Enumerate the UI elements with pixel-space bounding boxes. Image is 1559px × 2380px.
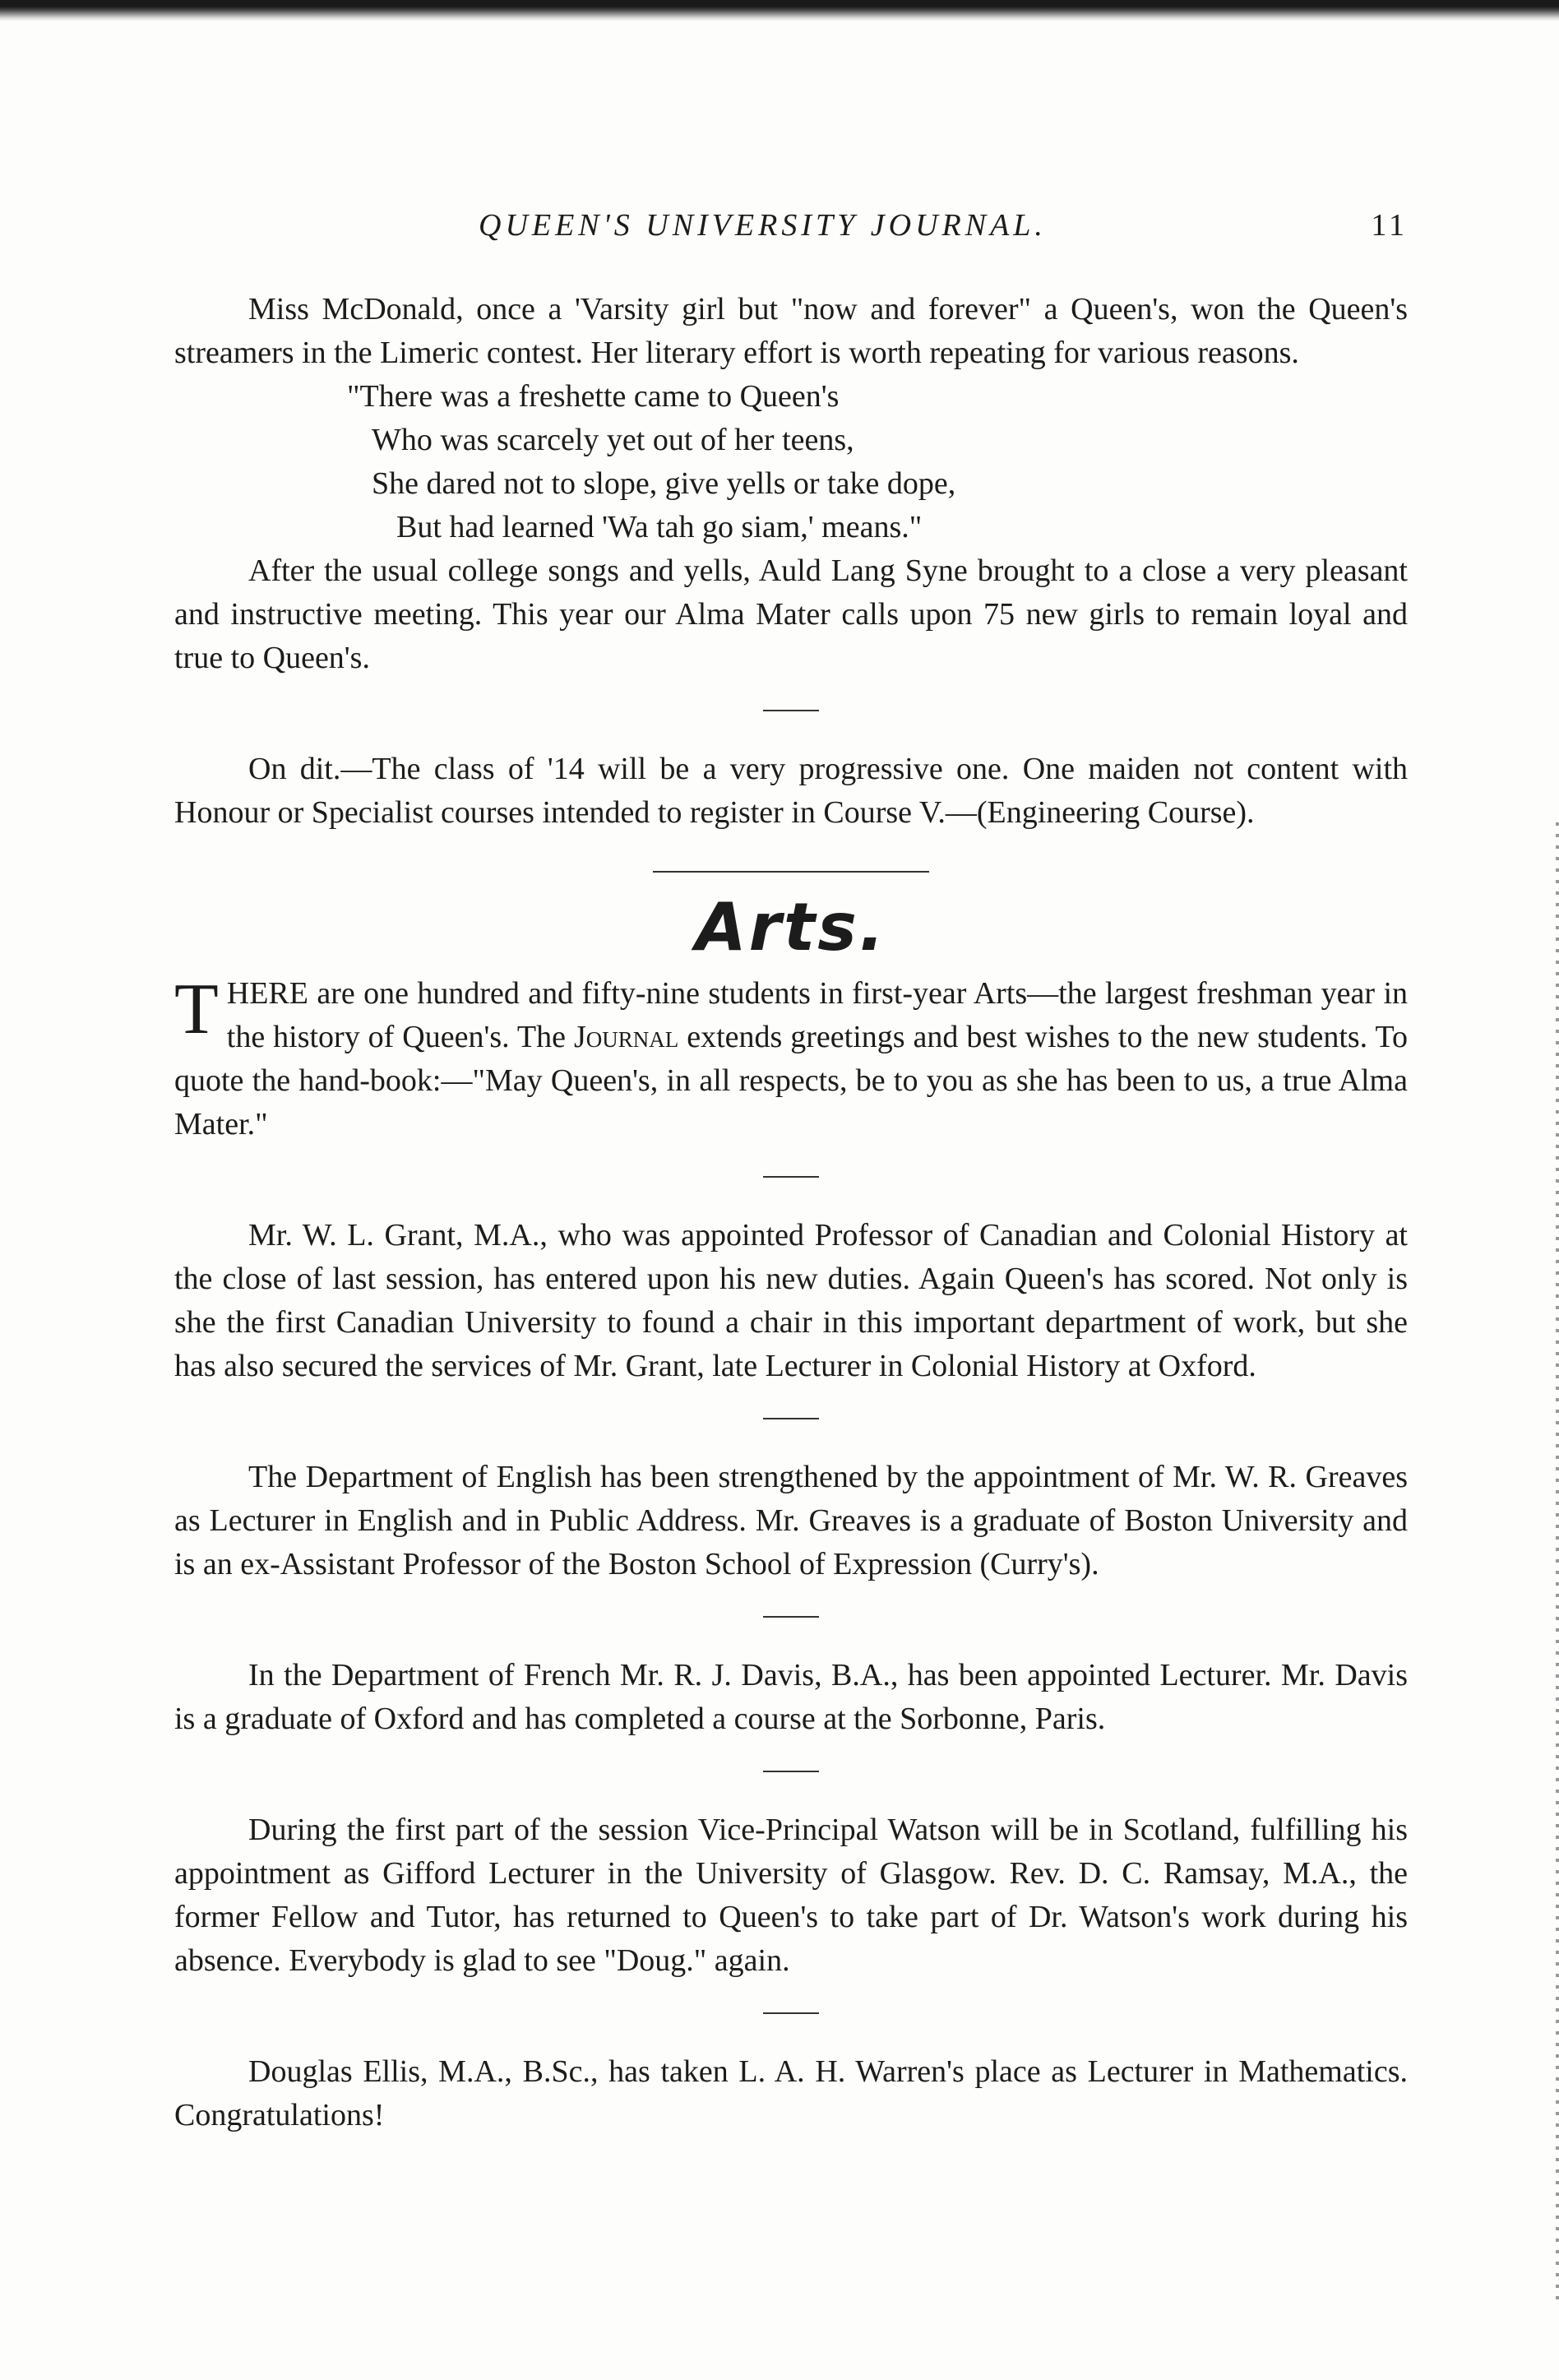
paragraph-ellis: Douglas Ellis, M.A., B.Sc., has taken L. A. H. Warren's place as Lecturer in Mathematics. Congratulations! bbox=[174, 2054, 1408, 2132]
divider bbox=[763, 1616, 819, 1618]
drop-cap-letter: T bbox=[174, 970, 219, 1049]
divider bbox=[763, 1176, 819, 1178]
divider bbox=[763, 1418, 819, 1419]
section-heading-arts: Arts. bbox=[695, 889, 887, 965]
intro-smallcaps: HERE bbox=[226, 976, 308, 1011]
divider bbox=[763, 2012, 819, 2014]
verse-line: But had learned 'Wa tah go siam,' means." bbox=[396, 510, 923, 544]
page-number: 11 bbox=[1371, 208, 1408, 243]
page-header bbox=[174, 207, 1408, 257]
paragraph-limerick-contest: Miss McDonald, once a 'Varsity girl but "now and forever" a Queen's, won the Queen's streamers in the Limeric contest. Her literary effort is worth repeating for various reasons. bbox=[174, 292, 1408, 370]
divider bbox=[763, 710, 819, 711]
journal-smallcaps: Journal bbox=[573, 1020, 679, 1054]
intro-text: are one hundred and fifty-nine students in first-year Arts—the largest freshman year in the history of Queen's. The bbox=[226, 976, 1408, 1054]
paragraph-on-dit: On dit.—The class of '14 will be a very progressive one. One maiden not content with Honour or Specialist courses intended to register in Course V.—(Engineering Course). bbox=[174, 752, 1408, 830]
running-title: QUEEN'S UNIVERSITY JOURNAL. bbox=[479, 208, 1047, 243]
limerick-verse bbox=[347, 375, 1408, 549]
paragraph-watson: During the first part of the session Vice-Principal Watson will be in Scotland, fulfilling his appointment as Gifford Lecturer in the University of Glasgow. Rev. D. C. Ramsay, M.A., the former Fellow and Tutor, has returned to Queen's to take part of Dr. Watson's work during his absence. Everybody is glad to see "Doug." again. bbox=[174, 1813, 1408, 1978]
text-column bbox=[174, 288, 1408, 2137]
divider bbox=[763, 1771, 819, 1772]
section-divider bbox=[653, 871, 929, 873]
paragraph-auld-lang-syne: After the usual college songs and yells, Auld Lang Syne brought to a close a very pleasant and instructive meeting. This year our Alma Mater calls upon 75 new girls to remain loyal and true to Queen's. bbox=[174, 553, 1408, 675]
intro-text-continued: extends greetings and best wishes to the new students. To quote the hand-book:—"May Queen's, in all respects, be to you as she has been to us, a true Alma Mater." bbox=[174, 1020, 1408, 1141]
paragraph-arts-intro bbox=[174, 972, 1408, 1146]
verse-line: "There was a freshette came to Queen's bbox=[347, 379, 840, 414]
page-top-border bbox=[0, 0, 1559, 21]
paragraph-french-dept: In the Department of French Mr. R. J. Davis, B.A., has been appointed Lecturer. Mr. Davis is a graduate of Oxford and has completed a course at the Sorbonne, Paris. bbox=[174, 1658, 1408, 1736]
verse-line: Who was scarcely yet out of her teens, bbox=[372, 423, 854, 457]
paragraph-grant: Mr. W. L. Grant, M.A., who was appointed Professor of Canadian and Colonial History at the close of last session, has entered upon his new duties. Again Queen's has scored. Not only is she the first Canadian University to found a chair in this important department of work, but she has also secured the services of Mr. Grant, late Lecturer in Colonial History at Oxford. bbox=[174, 1218, 1408, 1383]
paragraph-english-dept: The Department of English has been strengthened by the appointment of Mr. W. R. Greaves as Lecturer in English and in Public Address. Mr. Greaves is a graduate of Boston University and is an ex-Assistant Professor of the Boston School of Expression (Curry's). bbox=[174, 1460, 1408, 1581]
page-edge-marks bbox=[1556, 822, 1559, 2303]
verse-line: She dared not to slope, give yells or take dope, bbox=[372, 466, 956, 501]
